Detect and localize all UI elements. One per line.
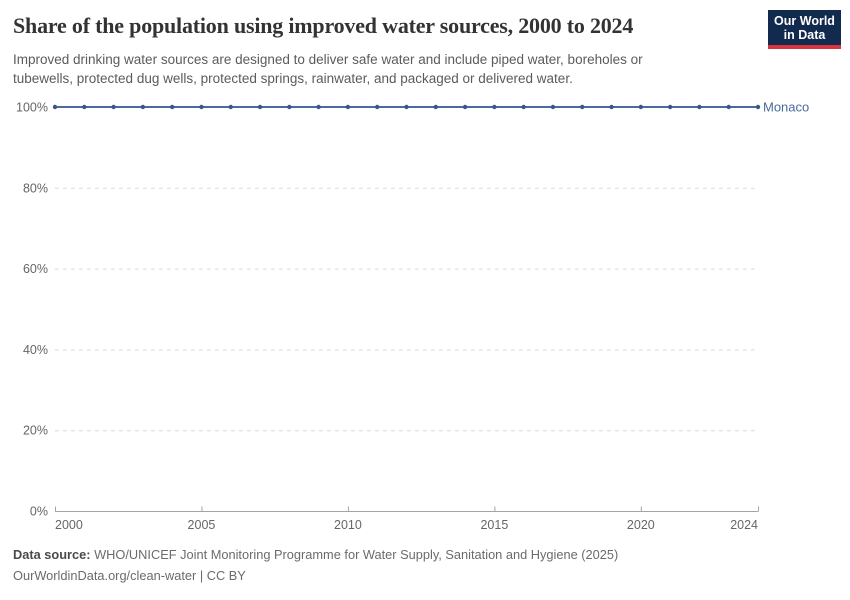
data-source-label: Data source: bbox=[13, 547, 91, 562]
data-point-monaco-2002[interactable] bbox=[111, 105, 115, 109]
data-point-monaco-2000[interactable] bbox=[53, 105, 57, 109]
data-point-monaco-2003[interactable] bbox=[141, 105, 145, 109]
data-source-text: WHO/UNICEF Joint Monitoring Programme for Water Supply, Sanitation and Hygiene (2025) bbox=[90, 547, 619, 562]
y-axis-label-20: 20% bbox=[22, 423, 48, 438]
x-axis-label-2010: 2010 bbox=[334, 518, 362, 532]
data-point-monaco-2018[interactable] bbox=[580, 105, 584, 109]
x-axis-label-2020: 2020 bbox=[626, 518, 655, 532]
data-point-monaco-2020[interactable] bbox=[639, 105, 643, 109]
y-axis-label-40: 40% bbox=[22, 342, 48, 357]
data-point-monaco-2010[interactable] bbox=[346, 105, 350, 109]
y-axis-label-0: 0% bbox=[29, 504, 48, 519]
data-point-monaco-2024[interactable] bbox=[756, 105, 760, 109]
data-point-monaco-2007[interactable] bbox=[258, 105, 262, 109]
x-axis-label-2024: 2024 bbox=[730, 518, 758, 532]
license-line[interactable]: OurWorldinData.org/clean-water | CC BY bbox=[13, 568, 246, 583]
x-axis-label-2015: 2015 bbox=[480, 518, 509, 532]
x-axis-label-2005: 2005 bbox=[187, 518, 216, 532]
chart-title: Share of the population using improved water sources, 2000 to 2024 bbox=[13, 13, 634, 38]
y-axis-label-60: 60% bbox=[22, 262, 48, 277]
owid-logo-line-1: Our World bbox=[774, 13, 835, 28]
data-point-monaco-2019[interactable] bbox=[609, 105, 613, 109]
chart-footer bbox=[13, 546, 833, 584]
data-point-monaco-2015[interactable] bbox=[492, 105, 496, 109]
owid-logo[interactable] bbox=[768, 10, 841, 49]
owid-logo-line-2: in Data bbox=[783, 27, 826, 42]
data-point-monaco-2005[interactable] bbox=[199, 105, 203, 109]
x-axis-label-2000: 2000 bbox=[55, 518, 83, 532]
data-source-line bbox=[13, 546, 833, 563]
chart-subtitle-line-2: tubewells, protected dug wells, protected springs, rainwater, and packaged or delivered water. bbox=[13, 70, 573, 86]
data-point-monaco-2004[interactable] bbox=[170, 105, 174, 109]
data-point-monaco-2013[interactable] bbox=[434, 105, 438, 109]
chart-subtitle bbox=[13, 51, 733, 88]
y-axis-label-100: 100% bbox=[16, 100, 48, 115]
data-point-monaco-2012[interactable] bbox=[404, 105, 408, 109]
y-axis-label-80: 80% bbox=[22, 181, 48, 196]
chart-subtitle-line-1: Improved drinking water sources are designed to deliver safe water and include piped water, boreholes or bbox=[13, 52, 643, 67]
data-point-monaco-2009[interactable] bbox=[316, 105, 320, 109]
data-point-monaco-2001[interactable] bbox=[82, 105, 86, 109]
data-point-monaco-2016[interactable] bbox=[521, 105, 525, 109]
data-point-monaco-2022[interactable] bbox=[697, 105, 701, 109]
data-point-monaco-2021[interactable] bbox=[668, 105, 672, 109]
plot-area bbox=[0, 95, 850, 540]
data-point-monaco-2023[interactable] bbox=[727, 105, 731, 109]
data-point-monaco-2006[interactable] bbox=[229, 105, 233, 109]
entity-label-monaco[interactable]: Monaco bbox=[763, 99, 810, 115]
data-point-monaco-2014[interactable] bbox=[463, 105, 467, 109]
data-point-monaco-2008[interactable] bbox=[287, 105, 291, 109]
data-point-monaco-2011[interactable] bbox=[375, 105, 379, 109]
data-point-monaco-2017[interactable] bbox=[551, 105, 555, 109]
